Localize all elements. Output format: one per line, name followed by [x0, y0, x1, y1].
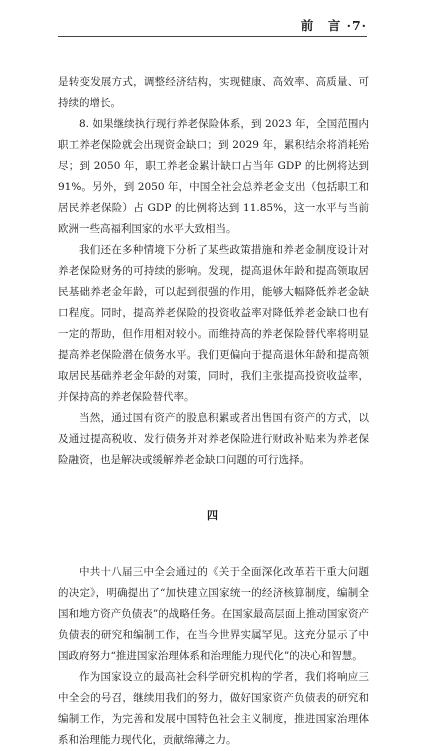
paragraph: 中共十八届三中全会通过的《关于全面深化改革若干重大问题的决定》，明确提出了“加快建立国家统一的经济核算制度，编制全国和地方资产负债表”的战略任务。在国家最高层面上推动国家资产负债表的研究和编制工作，在当今世界实属罕见。这充分显示了中国政府努力“推进国家治理体系和治理能力现代化”的决心和智慧。	[58, 566, 369, 662]
page-header	[58, 14, 367, 37]
running-head	[301, 16, 367, 34]
page-number: ·7·	[346, 18, 367, 33]
paragraph: 我们还在多种情境下分析了某些政策措施和养老金制度设计对养老保险财务的可持续的影响。发现，提高退休年龄和提高领取居民基础养老金年龄，可以起到很强的作用，能够大幅降低养老金缺口程度。同时，提高养老保险的投资收益率对降低养老金缺口也有一定的帮助，但作用相对较小。而维持高的养老保险替代率将明显提高养老保险潜在债务水平。我们更偏向于提高退休年龄和提高领取居民基础养老金年龄的对策，同时，我们主张提高投资收益率，并保持高的养老保险替代率。	[58, 244, 369, 403]
body-text	[58, 72, 369, 751]
paragraph: 作为国家设立的最高社会科学研究机构的学者，我们将响应三中全会的号召，继续用我们的努力，做好国家资产负债表的研究和编制工作，为完善和发展中国特色社会主义制度，推进国家治理体系和治理能力现代化，贡献绵薄之力。	[58, 671, 369, 746]
paragraph: 当然，通过国有资产的股息积累或者出售国有资产的方式，以及通过提高税收、发行债务并对养老保险进行财政补贴来为养老保险融资，也是解决或缓解养老金缺口问题的可行选择。	[58, 412, 369, 466]
paragraph: 8. 如果继续执行现行养老保险体系，到 2023 年，全国范围内职工养老保险就会出现资金缺口；到 2029 年，累积结余将消耗殆尽；到 2050 年，职工养老金累计缺口占当年 GDP 的比例将达到 91%。另外，到 2050 年，中国全社会总养老金支出（包括职工和居民养老保险）占 GDP 的比例将达到 11.85%，这一水平与当前欧洲一些高福利国家的水平大致相当。	[58, 118, 369, 235]
paragraph: 是转变发展方式，调整经济结构，实现健康、高效率、高质量、可持续的增长。	[58, 76, 369, 109]
running-head-title: 前 言	[300, 18, 342, 33]
section-number: 四	[207, 509, 220, 522]
